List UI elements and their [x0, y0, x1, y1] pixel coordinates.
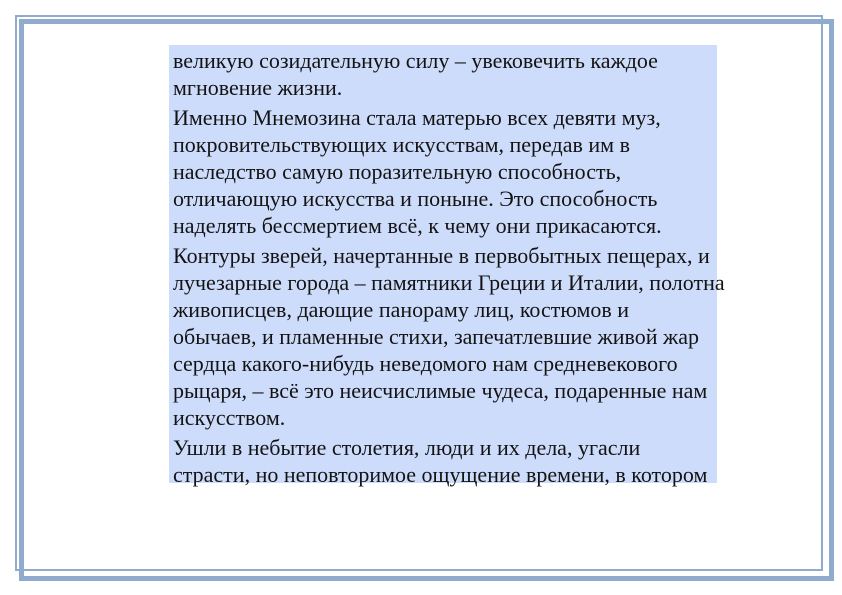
- text-line: страсти, но неповторимое ощущение времени, в котором: [173, 462, 708, 487]
- paragraph: [173, 434, 717, 488]
- paragraph: [173, 47, 717, 101]
- text-line: искусством.: [173, 405, 286, 430]
- text-line: сердца какого-нибудь неведомого нам средневекового: [173, 351, 678, 376]
- paragraph: [173, 104, 717, 239]
- text-line: рыцаря, – всё это неисчислимые чудеса, подаренные нам: [173, 378, 708, 403]
- text-line: обычаев, и пламенные стихи, запечатлевшие живой жар: [173, 324, 699, 349]
- text-line: лучезарные города – памятники Греции и Италии, полотна: [173, 270, 725, 295]
- paragraph: [173, 242, 725, 431]
- text-line: великую созидательную силу – увековечить каждое: [173, 48, 658, 73]
- text-line: наследство самую поразительную способность,: [173, 159, 622, 184]
- slide-text-block: [169, 45, 725, 487]
- text-line: мгновение жизни.: [173, 75, 343, 100]
- text-line: наделять бессмертием всё, к чему они прикасаются.: [173, 213, 662, 238]
- text-line: Ушли в небытие столетия, люди и их дела, угасли: [173, 435, 641, 460]
- text-line: покровительствующих искусствам, передав им в: [173, 132, 630, 157]
- text-line: Контуры зверей, начертанные в первобытных пещерах, и: [173, 243, 710, 268]
- text-line: живописцев, дающие панораму лиц, костюмов и: [173, 297, 630, 322]
- text-line: отличающую искусства и поныне. Это способность: [173, 186, 658, 211]
- text-line: Именно Мнемозина стала матерью всех девяти муз,: [173, 105, 661, 130]
